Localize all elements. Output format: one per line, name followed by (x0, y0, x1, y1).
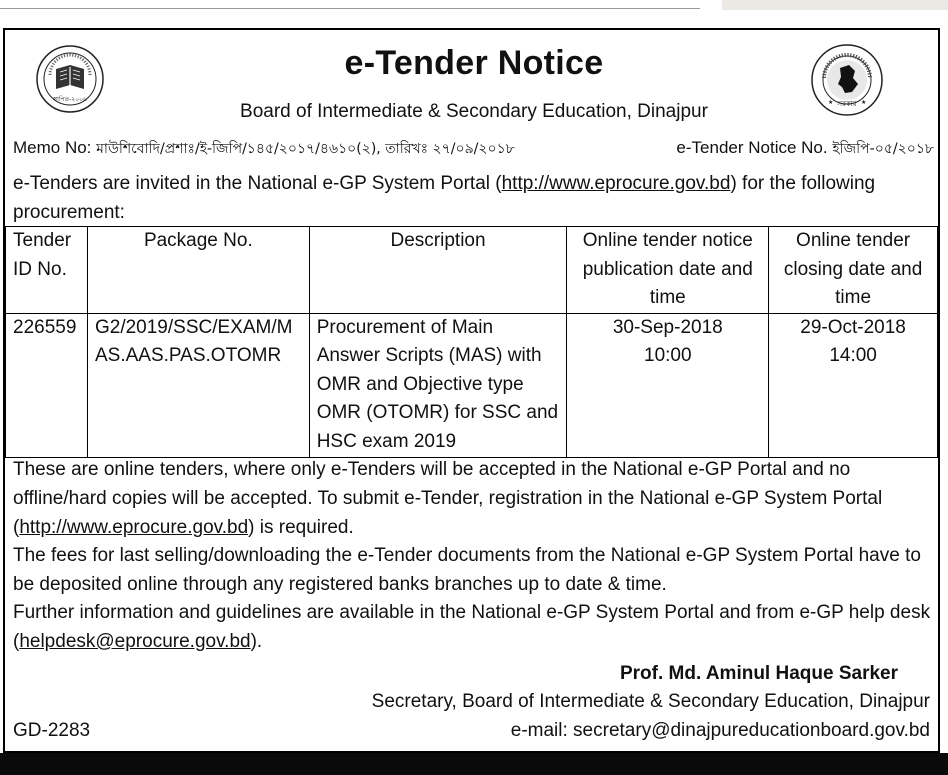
further-info-paragraph: Further information and guidelines are available in the National e-GP System Portal and from e-GP help desk (helpdesk@eprocure.gov.bd). (13, 602, 931, 652)
svg-text:★: ★ (861, 100, 867, 106)
publication-date: 30-Sep-2018 (612, 316, 723, 338)
notice-title: e-Tender Notice (344, 44, 604, 82)
header-tender-id: Tender ID No. (6, 227, 88, 314)
tender-table (5, 226, 938, 458)
cell-publication-datetime (567, 313, 769, 457)
svg-text:সরকার: সরকার (837, 100, 857, 108)
table-header-row (6, 227, 938, 314)
closing-time: 14:00 (829, 345, 877, 366)
cell-package-no: G2/2019/SSC/EXAM/MAS.AAS.PAS.OTOMR (87, 313, 309, 457)
svg-text:স্থাপিত-২০০৬: স্থাপিত-২০০৬ (53, 96, 87, 103)
intro-paragraph: e-Tenders are invited in the National e-GP System Portal (http://www.eprocure.gov.bd) for the following procurement: (13, 173, 876, 223)
closing-date: 29-Oct-2018 (800, 316, 906, 338)
fees-paragraph: The fees for last selling/downloading the e-Tender documents from the National e-GP System Portal have to be deposited online through any registered banks branches up to date & time. (13, 545, 921, 595)
memo-row (13, 137, 934, 161)
bottom-band (0, 753, 948, 775)
notice-number: e-Tender Notice No. ইজিপি-০৫/২০১৮ (676, 138, 934, 157)
memo-number: Memo No: মাউশিবোদি/প্রশাঃ/ই-জিপি/১৪৫/২০১৭/৪৬১০(২), তারিখঃ ২৭/০৯/২০১৮ (13, 138, 515, 157)
online-tender-paragraph: These are online tenders, where only e-Tenders will be accepted in the National e-GP Portal and no offline/hard copies will be accepted. To submit e-Tender, registration in the National e-GP System Portal (http://www.eprocure.gov.bd) is required. (13, 459, 883, 538)
helpdesk-email-link[interactable]: helpdesk@eprocure.gov.bd (19, 631, 251, 652)
signatory-title: Secretary, Board of Intermediate & Secondary Education, Dinajpur (371, 691, 930, 712)
board-name: Board of Intermediate & Secondary Education, Dinajpur (240, 101, 708, 122)
cell-closing-datetime (769, 313, 938, 457)
eprocure-link-2[interactable]: http://www.eprocure.gov.bd (19, 517, 249, 538)
header-closing-date: Online tender closing date and time (769, 227, 938, 314)
table-row (6, 313, 938, 457)
top-right-shade (722, 0, 948, 10)
svg-text:★: ★ (828, 100, 834, 106)
publication-time: 10:00 (644, 345, 692, 366)
signatory-email: e-mail: secretary@dinajpureducationboard.gov.bd (510, 720, 930, 741)
cell-description: Procurement of Main Answer Scripts (MAS) with OMR and Objective type OMR (OTOMR) for SSC and HSC exam 2019 (309, 313, 567, 457)
header-description: Description (309, 227, 567, 314)
cell-tender-id: 226559 (6, 313, 88, 457)
header-package-no: Package No. (87, 227, 309, 314)
header-publication-date: Online tender notice publication date and time (567, 227, 769, 314)
signatory-name: Prof. Md. Aminul Haque Sarker (619, 663, 898, 684)
gd-code: GD-2283 (13, 720, 91, 741)
eprocure-link[interactable]: http://www.eprocure.gov.bd (501, 173, 731, 194)
top-rule (0, 8, 700, 9)
